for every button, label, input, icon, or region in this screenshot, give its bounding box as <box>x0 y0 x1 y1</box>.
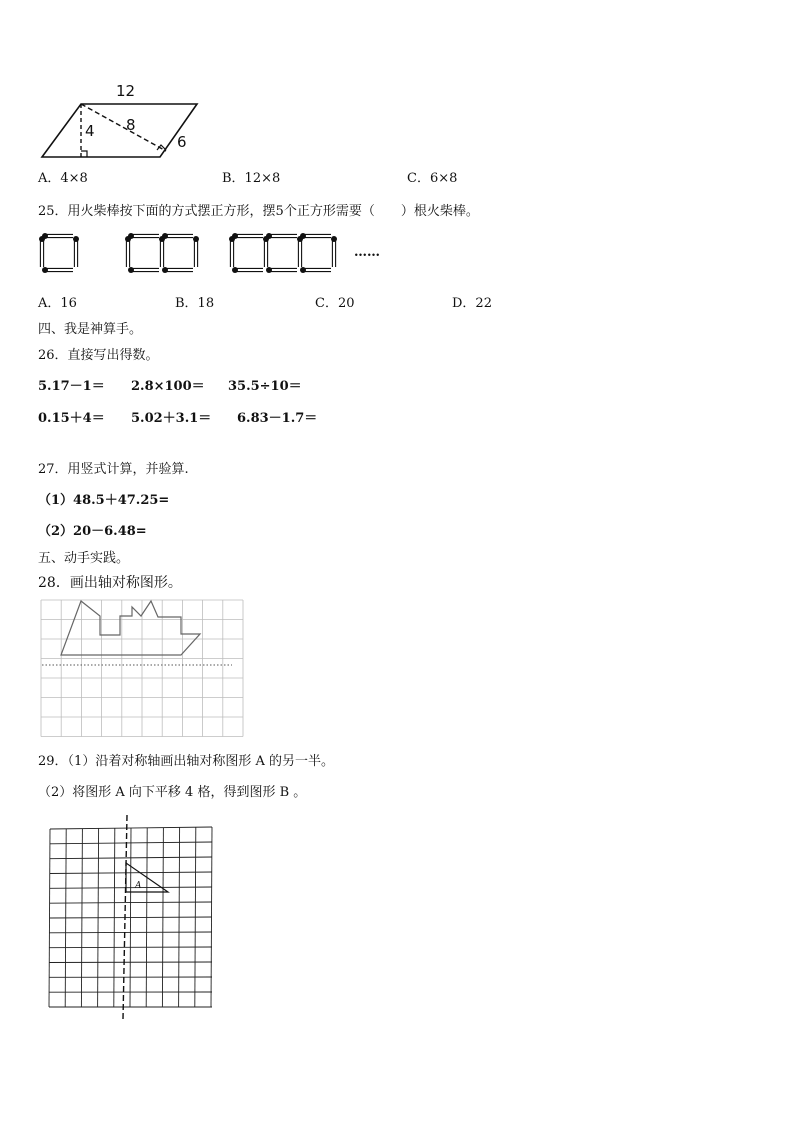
grid-line-horizontal <box>50 917 213 918</box>
q26-row1-item1: 5.17－1＝ <box>38 379 105 394</box>
symmetry-axis-line <box>123 815 127 1019</box>
q29-part1: 29．（1）沿着对称轴画出轴对称图形 A 的另一半。 <box>38 754 334 769</box>
matchstick-head <box>232 267 238 273</box>
q27-item1: （1）48.5＋47.25= <box>38 493 170 508</box>
q26-row2-item2: 5.02＋3.1＝ <box>131 411 212 426</box>
q25-option-d[interactable]: D．22 <box>452 296 492 311</box>
parallelogram-outline <box>42 104 197 157</box>
q26-row1-item2: 2.8×100＝ <box>131 379 205 394</box>
label-height: 4 <box>85 122 95 140</box>
grid-line-horizontal <box>49 962 212 963</box>
grid-line-horizontal <box>49 947 212 948</box>
triangle-a-label: A <box>135 881 142 891</box>
matchstick-head <box>125 236 131 242</box>
q27-item2: （2）20－6.48= <box>38 524 147 539</box>
q25-option-c[interactable]: C．20 <box>315 296 355 311</box>
q28-grid-figure <box>40 599 244 736</box>
q29-grid-figure <box>46 815 216 1020</box>
matchstick-head <box>128 267 134 273</box>
q26-stem: 26．直接写出得数。 <box>38 348 159 363</box>
matchstick-head <box>162 267 168 273</box>
q28-stem: 28．画出轴对称图形。 <box>38 575 182 591</box>
label-diagonal: 8 <box>126 116 136 134</box>
q26-row2-item3: 6.83－1.7＝ <box>237 411 318 426</box>
label-side: 6 <box>177 133 187 151</box>
matchstick-head <box>300 267 306 273</box>
matchstick-head <box>266 267 272 273</box>
matchstick-head <box>300 233 306 239</box>
matchstick-ellipsis: …… <box>354 245 380 260</box>
right-angle-mark <box>81 151 87 157</box>
q26-row2-item1: 0.15＋4＝ <box>38 411 105 426</box>
matchstick-head <box>73 236 79 242</box>
q25-stem: 25．用火柴棒按下面的方式摆正方形，摆5个正方形需要（ ）根火柴棒。 <box>38 204 479 219</box>
matchstick-head <box>229 236 235 242</box>
q24-option-b[interactable]: B．12×8 <box>222 171 281 186</box>
q27-stem: 27．用竖式计算，并验算. <box>38 462 189 477</box>
q29-part2: （2）将图形 A 向下平移 4 格，得到图形 B 。 <box>38 785 307 800</box>
matchstick-head <box>331 236 337 242</box>
grid-line-horizontal <box>50 902 212 903</box>
q26-row1-item3: 35.5÷10＝ <box>228 379 302 394</box>
section-5-title: 五、动手实践。 <box>38 551 130 566</box>
matchstick-figure <box>38 230 398 278</box>
matchstick-head <box>39 236 45 242</box>
q24-option-a[interactable]: A．4×8 <box>38 171 88 186</box>
grid-line-horizontal <box>49 932 212 933</box>
q24-parallelogram-figure <box>38 78 213 163</box>
q25-option-a[interactable]: A．16 <box>38 296 77 311</box>
q24-option-c[interactable]: C．6×8 <box>407 171 458 186</box>
ship-shape <box>61 601 200 655</box>
matchstick-head <box>266 233 272 239</box>
label-top: 12 <box>116 82 136 100</box>
matchstick-head <box>193 236 199 242</box>
q25-option-b[interactable]: B．18 <box>175 296 215 311</box>
matchstick-head <box>42 267 48 273</box>
matchstick-head <box>162 233 168 239</box>
section-4-title: 四、我是神算手。 <box>38 322 143 337</box>
